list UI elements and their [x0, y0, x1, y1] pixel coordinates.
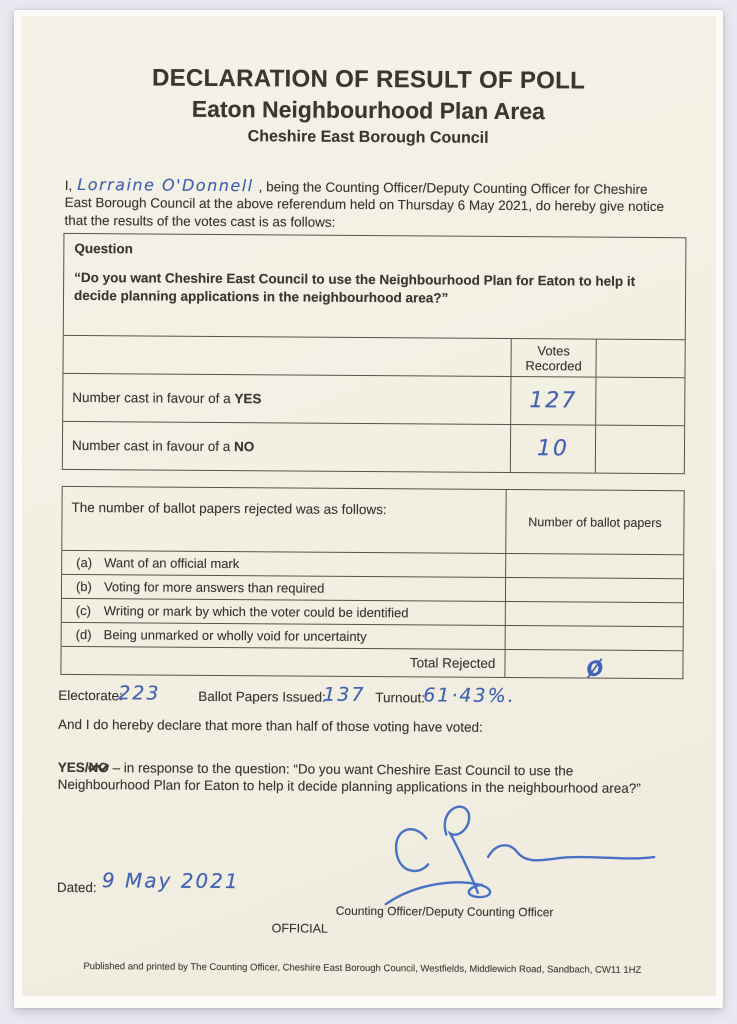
rejected-value-c [506, 602, 683, 626]
dated-label: Dated: [56, 879, 97, 896]
counting-officer-name-handwritten: Lorraine O'Donnell [77, 174, 254, 195]
title-line2: Eaton Neighbourhood Plan Area [191, 95, 545, 125]
no-votes-row [63, 421, 684, 473]
imprint-footer: Published and printed by The Counting Officer, Cheshire East Borough Council, Westfields, Middlewich Road, Sandbach, CW11 1HZ [83, 961, 642, 976]
declaration-rest: – in response to the question: “Do you want Cheshire East Council to use the Neighbourhood Plan for Eaton to help it decide planning applications in the neighbourhood area?” [57, 759, 641, 796]
total-rejected-label: Total Rejected [61, 647, 505, 677]
rejected-row-c: (c) Writing or mark by which the voter could be identified [62, 598, 683, 626]
turnout-value-handwritten: 61·43%. [423, 684, 516, 708]
intro-paragraph [65, 175, 677, 233]
question-text: “Do you want Cheshire East Council to use the Neighbourhood Plan for Eaton to help it decide planning applications in the neighbourhood area?” [73, 269, 636, 306]
official-classification: OFFICIAL [271, 921, 328, 936]
signature-ink [382, 798, 675, 914]
turnout-label: Turnout: [375, 690, 426, 706]
no-row-label: Number cast in favour of a NO [71, 437, 255, 455]
turnout-summary [17, 676, 711, 715]
ballot-papers-issued-value-handwritten: 137 [323, 683, 366, 706]
title-line1: DECLARATION OF RESULT OF POLL [151, 64, 586, 95]
declaration-line: And I do hereby declare that more than half of those voting have voted: [57, 716, 483, 735]
rejected-row-d: (d) Being unmarked or wholly void for uncertainty [62, 622, 683, 650]
officer-signature-caption: Counting Officer/Deputy Counting Officer [335, 903, 554, 920]
rejected-value-b [506, 578, 683, 602]
rejected-row-a: (a) Want of an official mark [62, 550, 683, 578]
intro-suffix: , being the Counting Officer/Deputy Counting Officer for Cheshire East Borough Council at the above referendum held on Thursday 6 May 2021, do hereby give notice that the results of the votes cast is as follows: [64, 178, 665, 230]
intro-prefix: I, [64, 177, 73, 193]
yes-votes-value-handwritten: 127 [529, 388, 578, 414]
rejected-value-d [506, 626, 683, 650]
rejected-value-a [506, 554, 683, 578]
dated-value-handwritten: 9 May 2021 [101, 868, 240, 894]
no-votes-value-handwritten: 10 [536, 436, 570, 462]
document-page [14, 10, 723, 1008]
rejected-row-b: (b) Voting for more answers than required [62, 574, 683, 602]
question-label: Question [74, 240, 133, 257]
yes-votes-row [63, 373, 684, 425]
total-rejected-value-handwritten: Ø [583, 654, 607, 682]
electorate-label: Electorate: [58, 687, 123, 704]
result-no-struck-out: NO [88, 759, 109, 775]
title-line3: Cheshire East Borough Council [247, 128, 489, 147]
rejected-header-right: Number of ballot papers [528, 514, 662, 530]
scanned-document [22, 16, 716, 996]
electorate-value-handwritten: 223 [118, 682, 161, 705]
result-yes: YES/ [57, 759, 89, 775]
declaration-result-paragraph [58, 758, 662, 797]
rejected-ballots-table [60, 486, 684, 682]
votes-header-row [64, 336, 685, 377]
ballot-papers-issued-label: Ballot Papers Issued: [198, 688, 326, 705]
question-and-votes-table [62, 233, 687, 474]
rejected-header-row [62, 487, 683, 554]
yes-row-label: Number cast in favour of a YES [72, 389, 262, 407]
total-rejected-row [61, 646, 682, 682]
votes-recorded-header: Votes Recorded [511, 339, 596, 377]
rejected-header-left: The number of ballot papers rejected was as follows: [62, 487, 506, 553]
question-cell [64, 234, 686, 340]
document-header [21, 64, 716, 150]
